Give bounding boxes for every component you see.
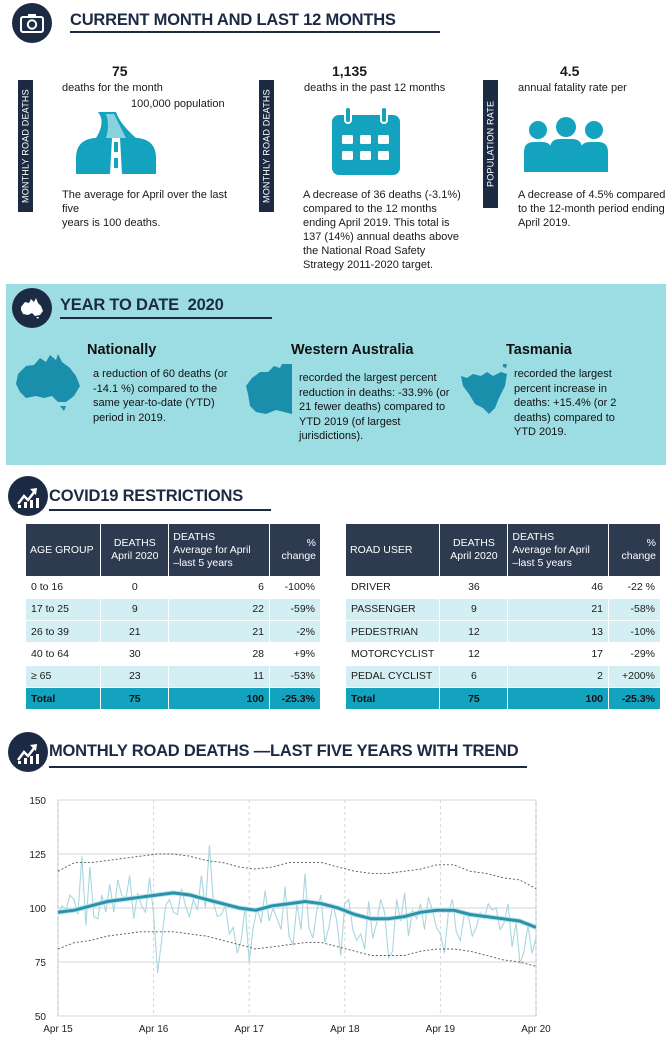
stat-value: 75: [112, 63, 128, 79]
cell: 2: [508, 665, 609, 687]
cell: 30: [101, 643, 169, 665]
trend-up-icon: [15, 484, 41, 508]
cell: 22: [169, 598, 270, 620]
ytd-line: same year-to-date (YTD): [93, 397, 215, 409]
cell: 0: [101, 576, 169, 598]
cell: PASSENGER: [346, 598, 440, 620]
x-tick-label: Apr 16: [138, 1024, 169, 1035]
section-title-covid: COVID19 RESTRICTIONS: [49, 487, 244, 505]
stat-note-line: to the 12-month period ending: [518, 203, 665, 215]
cell: 17: [508, 643, 609, 665]
cell: 9: [440, 598, 508, 620]
col-header: AGE GROUP: [26, 524, 101, 576]
cell: PEDESTRIAN: [346, 621, 440, 643]
cell: 28: [169, 643, 270, 665]
title-rule: [60, 317, 272, 319]
wa-map-icon: [246, 364, 292, 416]
section-title-ytd: YEAR TO DATE 2020: [60, 296, 224, 314]
cell: 36: [440, 576, 508, 598]
ytd-line: a reduction of 60 deaths (or: [93, 368, 228, 380]
wa-title: Western Australia: [291, 342, 414, 358]
people-icon: [524, 116, 608, 172]
side-label: MONTHLY ROAD DEATHS: [259, 80, 274, 212]
section-title-current: CURRENT MONTH AND LAST 12 MONTHS: [70, 11, 396, 29]
title-rule: [70, 31, 440, 33]
cell: Total: [346, 687, 440, 709]
col-header: DEATHS Average for April –last 5 years: [169, 524, 270, 576]
y-tick-label: 75: [34, 958, 46, 969]
ytd-line: recorded the largest percent: [299, 372, 437, 384]
cell: -25.3%: [270, 687, 321, 709]
age-group-table: [26, 524, 321, 710]
table-row: [26, 643, 321, 665]
x-tick-label: Apr 17: [234, 1024, 264, 1035]
australia-icon: [19, 297, 45, 319]
table-row: [26, 665, 321, 687]
stat-note-line: compared to the 12 months: [303, 203, 437, 215]
stat-note: [303, 188, 483, 272]
col-header: DEATHS Average for April –last 5 years: [508, 524, 609, 576]
cell: 21: [508, 598, 609, 620]
ytd-line: recorded the largest: [514, 368, 612, 380]
stat-note: [518, 188, 668, 230]
stat-caption: deaths in the past 12 months: [304, 82, 446, 94]
stat-caption-2: 100,000 population: [131, 98, 225, 110]
cell: 75: [440, 687, 508, 709]
table-row: [346, 665, 661, 687]
side-label: POPULATION RATE: [483, 80, 498, 208]
ytd-line: YTD 2019 (of largest: [299, 415, 401, 428]
col-header: % change: [609, 524, 661, 576]
cell: 21: [169, 621, 270, 643]
wa-text: [299, 371, 479, 444]
cell: 12: [440, 643, 508, 665]
cell: -59%: [270, 598, 321, 620]
tasmania-text: [514, 367, 664, 440]
camera-icon: [20, 13, 44, 33]
stat-note-line: 137 (14%) annual deaths above: [303, 231, 459, 243]
stat-value: 4.5: [560, 63, 580, 79]
stat-value: 1,135: [332, 63, 368, 79]
table-row: [346, 621, 661, 643]
camera-icon-badge: [12, 3, 52, 43]
cell: DRIVER: [346, 576, 440, 598]
table-row: [26, 576, 321, 598]
ytd-line: deaths: +15.4% (or 2: [514, 397, 617, 409]
cell: MOTORCYCLIST: [346, 643, 440, 665]
cell: -53%: [270, 665, 321, 687]
cell: 75: [101, 687, 169, 709]
stat-caption: deaths for the month: [62, 82, 163, 94]
y-tick-label: 50: [34, 1012, 46, 1023]
series-line-monthly-deaths: [58, 845, 536, 972]
road-icon: [76, 112, 156, 174]
y-tick-label: 125: [29, 850, 46, 861]
cell: -22 %: [609, 576, 661, 598]
cell: 11: [169, 665, 270, 687]
stat-note-line: the National Road Safety: [303, 245, 426, 257]
cell: 40 to 64: [26, 643, 101, 665]
cell: ≥ 65: [26, 665, 101, 687]
stat-note-line: April 2019.: [518, 217, 571, 229]
australia-map-icon: [14, 352, 84, 412]
cell: 23: [101, 665, 169, 687]
trend-icon-badge: [8, 732, 48, 772]
cell: 6: [440, 665, 508, 687]
cell: PEDAL CYCLIST: [346, 665, 440, 687]
cell: 17 to 25: [26, 598, 101, 620]
cell: 21: [101, 621, 169, 643]
tasmania-map-icon: [459, 364, 513, 416]
cell: 0 to 16: [26, 576, 101, 598]
trend-icon-badge: [8, 476, 48, 516]
ytd-line: period in 2019.: [93, 411, 166, 424]
road-user-table: [346, 524, 661, 710]
stat-note-line: years is 100 deaths.: [62, 217, 161, 229]
cell: +200%: [609, 665, 661, 687]
cell: 100: [508, 687, 609, 709]
table-total-row: [346, 687, 661, 709]
stat-note-line: ending April 2019. This total is: [303, 217, 450, 229]
cell: -25.3%: [609, 687, 661, 709]
ytd-line: YTD 2019.: [514, 426, 567, 438]
cell: -100%: [270, 576, 321, 598]
cell: Total: [26, 687, 101, 709]
table-total-row: [26, 687, 321, 709]
title-rule: [49, 766, 527, 768]
table-row: [26, 598, 321, 620]
cell: -58%: [609, 598, 661, 620]
calendar-icon: [330, 107, 402, 177]
stat-note-line: A decrease of 36 deaths (-3.1%): [303, 189, 461, 201]
cell: 6: [169, 576, 270, 598]
stat-caption: annual fatality rate per: [518, 82, 627, 94]
col-header: DEATHS April 2020: [101, 524, 169, 576]
table-row: [346, 598, 661, 620]
trend-up-icon: [15, 740, 41, 764]
series-line-lower-bound: [58, 932, 536, 967]
ytd-line: -14.1 %) compared to the: [93, 382, 218, 395]
ytd-line: jurisdictions).: [299, 430, 364, 442]
cell: -29%: [609, 643, 661, 665]
ytd-line: reduction in deaths: -33.9% (or: [299, 386, 450, 399]
cell: 13: [508, 621, 609, 643]
ytd-line: 21 fewer deaths) compared to: [299, 401, 446, 413]
ytd-line: percent increase in: [514, 382, 607, 395]
ytd-line: deaths) compared to: [514, 411, 615, 424]
tasmania-title: Tasmania: [506, 342, 572, 358]
stat-note-line: The average for April over the last five: [62, 189, 228, 215]
cell: 100: [169, 687, 270, 709]
x-tick-label: Apr 15: [43, 1024, 73, 1035]
cell: -10%: [609, 621, 661, 643]
side-label: MONTHLY ROAD DEATHS: [18, 80, 33, 212]
table-row: [346, 643, 661, 665]
series-line-trend: [58, 893, 536, 928]
col-header: DEATHS April 2020: [440, 524, 508, 576]
x-tick-label: Apr 18: [330, 1024, 360, 1035]
cell: 26 to 39: [26, 621, 101, 643]
y-tick-label: 150: [29, 796, 46, 807]
stat-note-line: Strategy 2011-2020 target.: [303, 259, 434, 271]
trend-chart: [0, 780, 672, 1044]
col-header: ROAD USER: [346, 524, 440, 576]
section-title-trend: MONTHLY ROAD DEATHS —LAST FIVE YEARS WITH TREND: [49, 742, 519, 760]
cell: 12: [440, 621, 508, 643]
stat-note: [62, 188, 247, 230]
x-tick-label: Apr 20: [521, 1024, 551, 1035]
x-tick-label: Apr 19: [425, 1024, 456, 1035]
cell: 9: [101, 598, 169, 620]
col-header: % change: [270, 524, 321, 576]
nationally-title: Nationally: [87, 342, 157, 358]
cell: 46: [508, 576, 609, 598]
stat-note-line: A decrease of 4.5% compared: [518, 189, 666, 201]
cell: -2%: [270, 621, 321, 643]
table-row: [26, 621, 321, 643]
title-rule: [49, 509, 271, 511]
y-tick-label: 100: [29, 904, 46, 915]
series-line-upper-bound: [58, 854, 536, 889]
australia-icon-badge: [12, 288, 52, 328]
cell: +9%: [270, 643, 321, 665]
table-row: [346, 576, 661, 598]
